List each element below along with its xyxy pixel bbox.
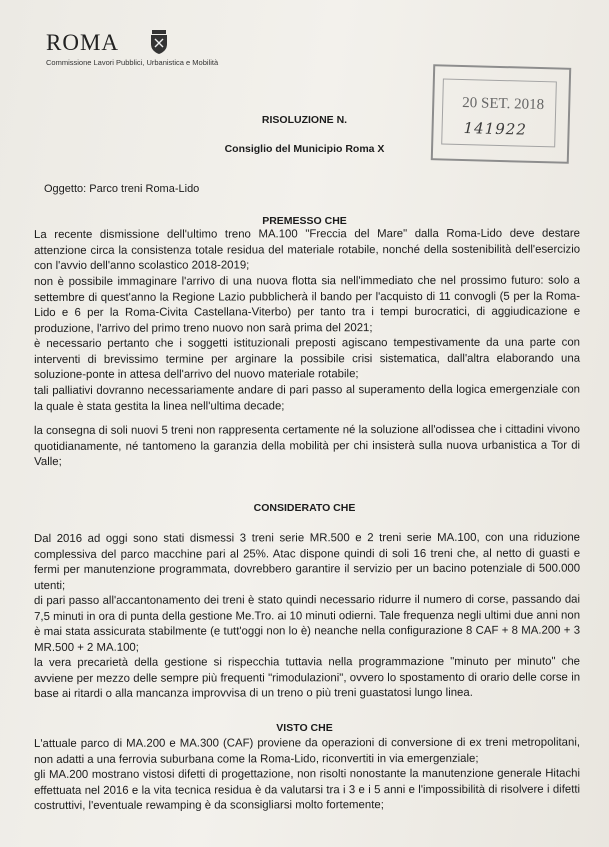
- considerato-paragraph-2: di pari passo all'accantonamento dei treni è stato quindi necessario ridurre il numero di corse, passando dai 7,5 minuti in ora di punta della gestione Me.Tro. ai 10 minuti odierni. Tale frequenza negli ultimi due anni non è mai stata assicurata stabilmente (e tutt'oggi non lo è) neanche nella configurazione 8 CAF + 8 MA.200 + 3 MR.500 + 2 MA.100;: [34, 593, 581, 654]
- section-title-visto: VISTO CHE: [276, 722, 333, 734]
- subject-line: Oggetto: Parco treni Roma-Lido: [44, 183, 200, 195]
- premesso-paragraph-5: la consegna di soli nuovi 5 treni non rappresenta certamente né la soluzione all'odissea che i cittadini vivono quotidianamente, né tantomeno la garanzia della mobilità per chi insisterà sulla nuova urbanistica a Tor di Valle;: [34, 423, 581, 469]
- considerato-paragraph-1: Dal 2016 ad oggi sono stati dismessi 3 treni serie MR.500 e 2 treni serie MA.100, con una riduzione complessiva del parco macchine pari al 25%. Atac dispone quindi di soli 16 treni che, al netto di guasti e fermi per manutenzione programmata, dovrebbero garantire il servizio per un bacino potenziale di 500.000 utenti;: [34, 531, 581, 592]
- visto-paragraph-2: gli MA.200 mostrano vistosi difetti di progettazione, non risolti nonostante la manutenzione generale Hitachi effettuata nel 2016 e la vita tecnica residua è da valutarsi tra i 3 e i 5 anni e l'impossibilità di risolvere i difetti costruttivi, l'eventuale rewamping è da sconsigliarsi molto fortemente;: [34, 767, 581, 813]
- premesso-paragraph-4: tali palliativi dovranno necessariamente andare di pari passo al superamento della logica emergenziale con la quale è stata gestita la linea nell'ultima decade;: [34, 383, 581, 413]
- resolution-label: RISOLUZIONE N.: [261, 114, 348, 126]
- considerato-paragraph-3: la vera precarietà della gestione si rispecchia tuttavia nella programmazione "minuto per minuto" che avviene per mezzo delle sempre più frequenti "rimodulazioni", ovvero lo spostamento di orario delle corse in base ai ritardi o alla mancanza improvvisa di un treno o più treni guastatosi lungo linea.: [34, 655, 581, 701]
- premesso-paragraph-3: è necessario pertanto che i soggetti istituzionali preposti agiscano tempestivamente da una parte con interventi di brevissimo termine per arginare la possibile crisi sistematica, dall'altra elaborando una soluzione-ponte in attesa dell'arrivo del nuovo materiale rotabile;: [34, 336, 581, 382]
- stamp-date: 20 SET. 2018: [462, 94, 545, 114]
- premesso-paragraph-2: non è possibile immaginare l'arrivo di una nuova flotta sia nell'immediato che nel prossimo futuro: solo a settembre di quest'anno la Regione Lazio pubblicherà il bando per l'acquisto di 11 convogli (5 per la Roma-Lido e 6 per la Roma-Civita Castellana-Viterbo) per tanto tra i tempi burocratici, di aggiudicazione e produzione, l'arrivo del primo treno nuovo non sarà prima del 2021;: [34, 274, 581, 335]
- commission-subheading: Commissione Lavori Pubblici, Urbanistica e Mobilità: [46, 58, 219, 67]
- visto-paragraph-1: L'attuale parco di MA.200 e MA.300 (CAF) proviene da operazioni di conversione di ex treni metropolitani, non adatti a una ferrovia suburbana come la Roma-Lido, riconvertiti in via emergenziale;: [34, 736, 581, 766]
- council-name: Consiglio del Municipio Roma X: [224, 143, 385, 155]
- section-title-premesso: PREMESSO CHE: [262, 215, 347, 227]
- premesso-paragraph-1: La recente dismissione dell'ultimo treno MA.100 "Freccia del Mare" dalla Roma-Lido deve destare attenzione circa la consistenza totale residua del materiale rotabile, nonché della sostenibilità dell'esercizio con l'avvio dell'anno scolastico 2018-2019;: [34, 227, 581, 273]
- roma-crest-icon: [150, 30, 168, 54]
- roma-logo: ROMA: [46, 30, 120, 55]
- stamp-protocol-number: 141922: [463, 119, 528, 139]
- section-title-considerato: CONSIDERATO CHE: [253, 502, 356, 514]
